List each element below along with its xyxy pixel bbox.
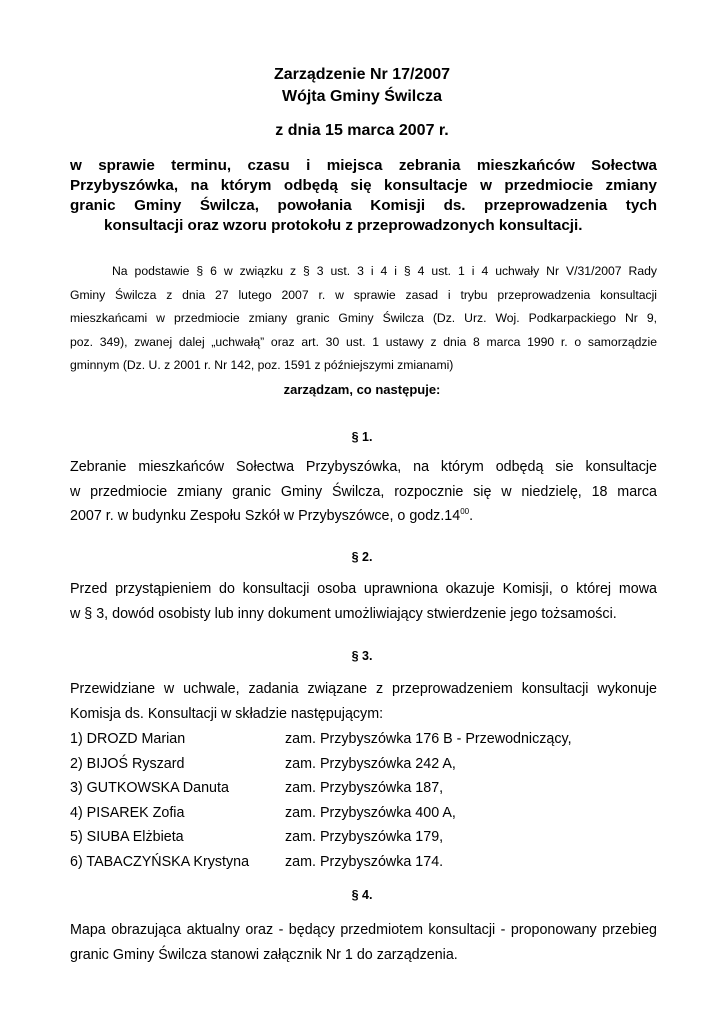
member-address: zam. Przybyszówka 176 B - Przewodniczący, (285, 731, 572, 747)
text-line-part: 2007 r. w budynku Zespołu Szkół w Przybyszówce, o godz.14 (70, 508, 461, 524)
section-2-text (70, 577, 657, 626)
section-4-heading: § 4. (351, 888, 373, 902)
member-address: zam. Przybyszówka 179, (285, 829, 444, 845)
list-item (70, 727, 657, 752)
document-date: z dnia 15 marca 2007 r. (275, 122, 449, 139)
subject-line: granic Gminy Świlcza, powołania Komisji ds. przeprowadzenia tych (70, 197, 657, 214)
member-name: 1) DROZD Marian (70, 731, 186, 747)
basis-line: gminnym (Dz. U. z 2001 r. Nr 142, poz. 1591 z późniejszymi zmianami) (70, 358, 454, 372)
section-1-text (70, 455, 657, 529)
text-line: granic Gminy Świlcza stanowi załącznik Nr 1 do zarządzenia. (70, 946, 458, 963)
member-address: zam. Przybyszówka 187, (285, 780, 444, 796)
section-3-text (70, 677, 657, 726)
decree-statement: zarządzam, co następuje: (283, 382, 441, 397)
list-item (70, 752, 657, 777)
member-name: 6) TABACZYŃSKA Krystyna (70, 853, 250, 870)
member-name: 4) PISAREK Zofia (70, 804, 185, 821)
section-4-text (70, 918, 657, 967)
text-line: Mapa obrazująca aktualny oraz - będący przedmiotem konsultacji - proponowany przebieg (70, 922, 657, 938)
member-name: 3) GUTKOWSKA Danuta (70, 780, 229, 796)
text-line: w przedmiocie zmiany granic Gminy Świlcza, rozpocznie się w niedzielę, 18 marca (70, 483, 657, 500)
subject-line: konsultacji oraz wzoru protokołu z przeprowadzonych konsultacji. (104, 217, 583, 234)
subject-line: Przybyszówka, na którym odbędą się konsultacje w przedmiocie zmiany (70, 177, 657, 194)
document-title: Zarządzenie Nr 17/2007 (273, 66, 451, 83)
member-address: zam. Przybyszówka 174. (285, 853, 444, 870)
text-line: w § 3, dowód osobisty lub inny dokument umożliwiający stwierdzenie jego tożsamości. (70, 605, 617, 622)
list-item (70, 776, 657, 801)
text-line: Zebranie mieszkańców Sołectwa Przybyszówka, na którym odbędą sie konsultacje (70, 459, 657, 475)
member-address: zam. Przybyszówka 242 A, (285, 755, 456, 772)
document-issuer: Wójta Gminy Świlcza (281, 88, 443, 105)
time-superscript: 00 (460, 507, 470, 516)
section-1-heading: § 1. (351, 430, 373, 444)
member-name: 2) BIJOŚ Ryszard (70, 755, 185, 772)
section-2-heading: § 2. (351, 550, 373, 564)
basis-line: Na podstawie § 6 w związku z § 3 ust. 3 i 4 i § 4 ust. 1 i 4 uchwały Nr V/31/2007 Rady (112, 264, 657, 278)
text-line-end: . (469, 508, 474, 524)
basis-line: Gminy Świlcza z dnia 27 lutego 2007 r. w sprawie zasad i trybu przeprowadzenia konsultacji (70, 287, 657, 302)
document-subject (70, 156, 657, 236)
list-item (70, 825, 657, 850)
section-3-heading: § 3. (351, 649, 373, 663)
text-line: Przewidziane w uchwale, zadania związane z przeprowadzeniem konsultacji wykonuje (70, 681, 657, 697)
legal-basis (70, 260, 657, 378)
list-item (70, 801, 657, 826)
text-line: Komisja ds. Konsultacji w składzie następującym: (70, 705, 384, 722)
commission-members-list (70, 727, 657, 874)
text-line (70, 504, 657, 529)
text-line: Przed przystąpieniem do konsultacji osoba uprawniona okazuje Komisji, o której mowa (70, 581, 657, 597)
subject-line: w sprawie terminu, czasu i miejsca zebrania mieszkańców Sołectwa (70, 157, 657, 174)
member-address: zam. Przybyszówka 400 A, (285, 804, 456, 821)
member-name: 5) SIUBA Elżbieta (70, 829, 184, 845)
basis-line: poz. 349), zwanej dalej „uchwałą” oraz art. 30 ust. 1 ustawy z dnia 8 marca 1990 r. o samorządzie (70, 334, 657, 349)
basis-line: mieszkańcami w przedmiocie zmiany granic Gminy Świlcza (Dz. Urz. Woj. Podkarpackiego Nr 9, (70, 311, 657, 325)
list-item (70, 850, 657, 875)
